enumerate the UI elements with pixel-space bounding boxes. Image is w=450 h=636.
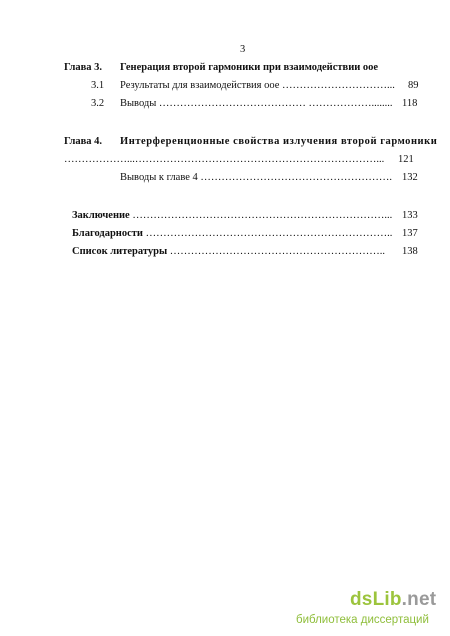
watermark-tld: .net — [401, 589, 437, 610]
toc-end-entry — [72, 209, 392, 222]
toc-end-label: Заключение — [72, 210, 130, 221]
chapter4-page: 121 — [398, 154, 414, 165]
toc-item-text: Результаты для взаимодействия оое …………………………... — [120, 80, 395, 91]
toc-end-dots: ………………………………………………………………... — [129, 210, 393, 221]
chapter3-label: Глава 3. — [64, 62, 103, 73]
chapter4-conclusion-page: 132 — [402, 172, 418, 183]
toc-end-page: 133 — [402, 210, 418, 221]
toc-item-text: Выводы …………………………………… ………………........ — [120, 98, 393, 109]
toc-end-entry — [72, 245, 385, 258]
chapter4-conclusion-text: Выводы к главе 4 ………………………………………………. — [120, 172, 392, 183]
toc-item-num: 3.2 — [91, 98, 105, 109]
chapter3-title: Генерация второй гармоники при взаимодействии оое — [120, 62, 379, 73]
chapter4-dots: ………………...……………………………………………………………... — [64, 154, 385, 165]
watermark-subtitle: библиотека диссертаций — [296, 614, 429, 626]
watermark-logo[interactable] — [350, 589, 436, 611]
toc-end-page: 138 — [402, 246, 418, 257]
toc-end-page: 137 — [402, 228, 418, 239]
toc-end-label: Благодарности — [72, 228, 143, 239]
toc-item-num: 3.1 — [91, 80, 105, 91]
watermark-brand: dsLib — [350, 589, 402, 610]
toc-end-dots: …………………………………………………….. — [167, 246, 386, 257]
chapter4-title: Интерференционные свойства излучения второй гармоники — [120, 136, 438, 147]
toc-end-entry — [72, 227, 392, 240]
toc-item-page: 89 — [408, 80, 419, 91]
toc-end-dots: …………………………………………………………….. — [142, 228, 393, 239]
toc-end-label: Список литературы — [72, 246, 168, 257]
page-number: 3 — [240, 44, 246, 55]
chapter4-label: Глава 4. — [64, 136, 103, 147]
toc-item-page: 118 — [402, 98, 418, 109]
